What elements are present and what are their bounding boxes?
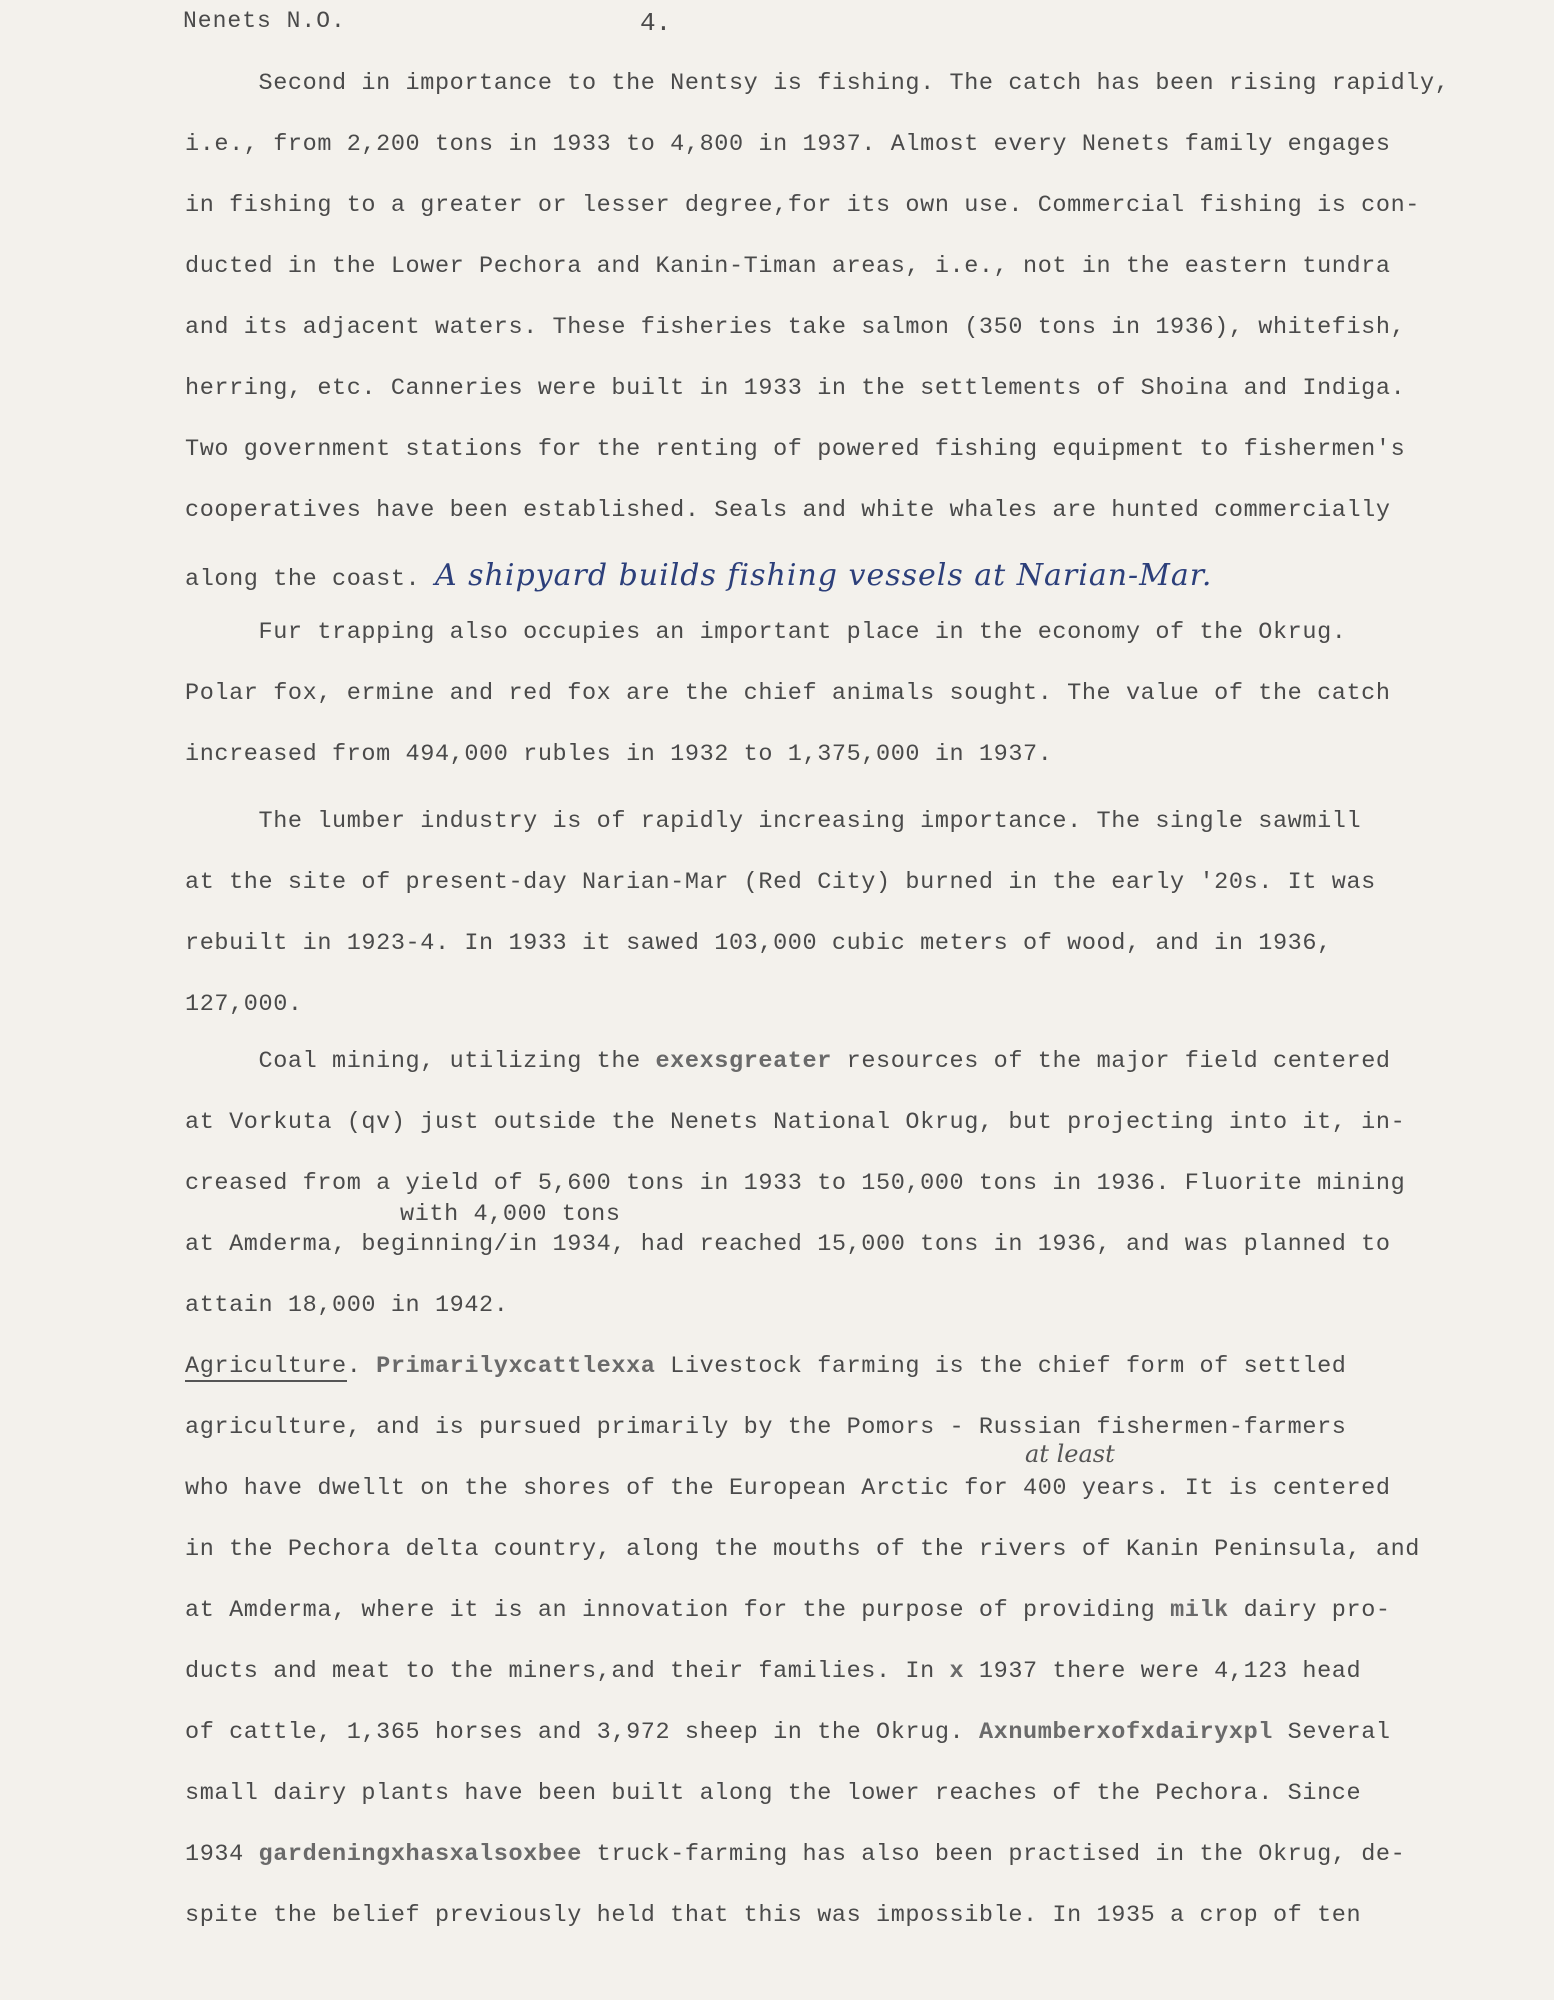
text-line	[185, 1597, 1391, 1624]
text-line: herring, etc. Canneries were built in 1933 in the settlements of Shoina and Indiga.	[185, 375, 1406, 402]
text-line: Fur trapping also occupies an important place in the economy of the Okrug.	[185, 619, 1347, 646]
typed-insertion: with 4,000 tons	[400, 1201, 621, 1228]
text-line: cooperatives have been established. Seals and white whales are hunted commercially	[185, 497, 1391, 524]
typed-text: 1934	[185, 1841, 259, 1868]
page-number: 4.	[640, 8, 672, 38]
text-line: The lumber industry is of rapidly increasing importance. The single sawmill	[185, 808, 1362, 835]
text-line: Second in importance to the Nentsy is fishing. The catch has been rising rapidly,	[185, 70, 1450, 97]
typed-text: along the coast.	[185, 566, 421, 593]
text-line	[185, 558, 1212, 593]
text-line: increased from 494,000 rubles in 1932 to 1,375,000 in 1937.	[185, 741, 1053, 768]
text-line: at Amderma, beginning/in 1934, had reached 15,000 tons in 1936, and was planned to	[185, 1231, 1391, 1258]
text-line: who have dwellt on the shores of the European Arctic for 400 years. It is centered	[185, 1475, 1391, 1502]
text-line: Two government stations for the renting of powered fishing equipment to fishermen's	[185, 436, 1406, 463]
text-line: creased from a yield of 5,600 tons in 1933 to 150,000 tons in 1936. Fluorite mining	[185, 1170, 1406, 1197]
struck-text: Axnumberxofxdairyxpl	[978, 1719, 1273, 1746]
text-line: at Vorkuta (qv) just outside the Nenets National Okrug, but projecting into it, in-	[185, 1109, 1406, 1136]
text-line	[185, 1841, 1405, 1868]
handwritten-insertion: at least	[1025, 1440, 1115, 1468]
text-line: in the Pechora delta country, along the mouths of the rivers of Kanin Peninsula, and	[185, 1536, 1420, 1563]
struck-text: x	[949, 1658, 965, 1685]
text-line: i.e., from 2,200 tons in 1933 to 4,800 in 1937. Almost every Nenets family engages	[185, 131, 1391, 158]
text-line: attain 18,000 in 1942.	[185, 1292, 509, 1319]
struck-text: gardeningxhasxalsoxbee	[258, 1841, 582, 1868]
text-line: agriculture, and is pursued primarily by the Pomors - Russian fishermen-farmers	[185, 1414, 1347, 1441]
text-line	[185, 1658, 1361, 1685]
struck-text: exexsgreater	[655, 1048, 832, 1075]
text-line: Agriculture. Primarilyxcattlexxa Livestock farming is the chief form of settled	[185, 1353, 1347, 1380]
typed-text: truck-farming has also been practised in the Okrug, de-	[581, 1841, 1406, 1868]
handwritten-annotation: A shipyard builds fishing vessels at Narian-Mar.	[434, 558, 1213, 593]
text-line: in fishing to a greater or lesser degree,for its own use. Commercial fishing is con-	[185, 192, 1420, 219]
text-line: ducted in the Lower Pechora and Kanin-Timan areas, i.e., not in the eastern tundra	[185, 253, 1391, 280]
typed-text: dairy pro-	[1228, 1597, 1391, 1624]
typed-text: at Amderma, where it is an innovation for the purpose of providing	[185, 1597, 1171, 1624]
text-line	[185, 1719, 1391, 1746]
typed-text: Livestock farming is the chief form of settled	[655, 1353, 1347, 1380]
section-heading: Agriculture	[185, 1353, 347, 1380]
struck-text: milk	[1170, 1597, 1229, 1624]
text-line: rebuilt in 1923-4. In 1933 it sawed 103,000 cubic meters of wood, and in 1936,	[185, 930, 1332, 957]
struck-text: Primarilyxcattlexxa	[376, 1353, 656, 1380]
typed-text: resources of the major field centered	[831, 1048, 1391, 1075]
typed-text: 1937 there were 4,123 head	[964, 1658, 1362, 1685]
typed-text: of cattle, 1,365 horses and 3,972 sheep in the Okrug.	[185, 1719, 979, 1746]
page-header: Nenets N.O.	[183, 8, 346, 34]
text-line: 127,000.	[185, 991, 303, 1018]
typed-text: ducts and meat to the miners,and their families. In	[185, 1658, 950, 1685]
typed-text: Several	[1272, 1719, 1391, 1746]
text-line	[185, 1048, 1391, 1075]
text-line: small dairy plants have been built along the lower reaches of the Pechora. Since	[185, 1780, 1362, 1807]
text-line: Polar fox, ermine and red fox are the chief animals sought. The value of the catch	[185, 680, 1391, 707]
text-line: at the site of present-day Narian-Mar (Red City) burned in the early '20s. It was	[185, 869, 1376, 896]
text-line: spite the belief previously held that this was impossible. In 1935 a crop of ten	[185, 1902, 1362, 1929]
text-line: and its adjacent waters. These fisheries take salmon (350 tons in 1936), whitefish,	[185, 314, 1406, 341]
typed-text: Coal mining, utilizing the	[185, 1048, 656, 1075]
